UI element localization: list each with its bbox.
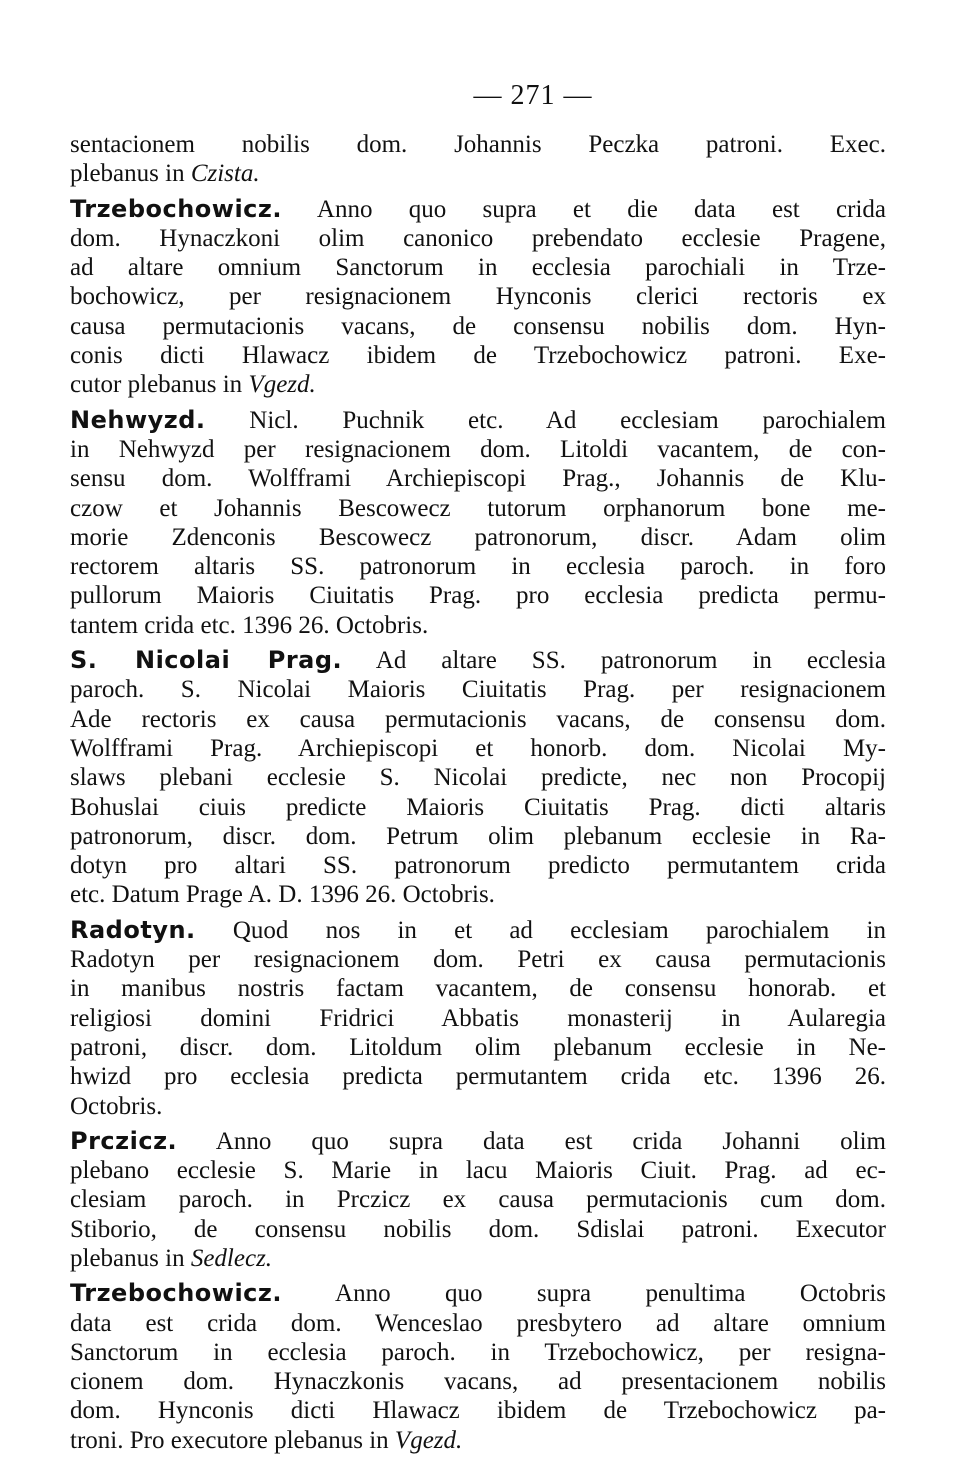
text-run: Ad altare SS. patronorum in ecclesia [342, 647, 886, 675]
text-run: Stiborio, de consensu nobilis dom. Sdislai patroni. Executor [70, 1215, 886, 1243]
text-run: dotyn pro altari SS. patronorum predicto permutantem crida [70, 852, 886, 880]
text-run: Bohuslai ciuis predicte Maioris Ciuitatis Prag. dicti altaris [70, 793, 886, 821]
text-line [70, 1309, 886, 1338]
entry-paragraph [70, 1127, 886, 1273]
text-line [70, 851, 886, 880]
entry-paragraph [70, 195, 886, 400]
text-line [70, 763, 886, 792]
text-run: in Nehwyzd per resignacionem dom. Litoldi vacantem, de con- [70, 435, 886, 463]
text-line [70, 793, 886, 822]
text-run: clesiam paroch. in Prczicz ex causa permutacionis cum dom. [70, 1186, 886, 1214]
place-name: Vgezd. [248, 371, 316, 399]
text-line [70, 974, 886, 1003]
text-run: dom. Hynaczkoni olim canonico prebendato ecclesie Pragene, [70, 224, 886, 252]
text-line [70, 916, 886, 945]
text-run: rectorem altaris SS. patronorum in ecclesia paroch. in foro [70, 553, 886, 581]
text-line [70, 341, 886, 370]
entry-heading: Trzebochowicz. [70, 1279, 282, 1308]
text-line [70, 195, 886, 224]
text-run: Quod nos in et ad ecclesiam parochialem in [195, 916, 886, 944]
entry-paragraph [70, 406, 886, 640]
text-line [70, 734, 886, 763]
text-run: patroni, discr. dom. Litoldum olim plebanum ecclesie in Ne- [70, 1033, 886, 1061]
text-run: data est crida dom. Wenceslao presbytero ad altare omnium [70, 1309, 886, 1337]
text-line [70, 1338, 886, 1367]
text-run: Nicl. Puchnik etc. Ad ecclesiam parochialem [205, 406, 886, 434]
text-line [70, 552, 886, 581]
entry-heading: S. Nicolai Prag. [70, 646, 343, 675]
entry-paragraph [70, 646, 886, 910]
text-run: causa permutacionis vacans, de consensu nobilis dom. Hyn- [70, 312, 886, 340]
text-run: in manibus nostris factam vacantem, de consensu honorab. et [70, 975, 886, 1003]
text-run: sensu dom. Wolfframi Archiepiscopi Prag., Johannis de Klu- [70, 465, 886, 493]
text-line [70, 581, 886, 610]
text-run: ad altare omnium Sanctorum in ecclesia parochiali in Trze- [70, 254, 886, 282]
text-line [70, 880, 886, 909]
text-run: morie Zdenconis Bescowecz patronorum, discr. Adam olim [70, 523, 886, 551]
text-line [70, 159, 886, 188]
text-run: Ade rectoris ex causa permutacionis vacans, de consensu dom. [70, 705, 886, 733]
text-run: tantem crida etc. 1396 26. Octobris. [70, 611, 429, 639]
text-run: Anno quo supra data est crida Johanni olim [177, 1127, 886, 1155]
text-run: dom. Hynconis dicti Hlawacz ibidem de Trzebochowicz pa- [70, 1397, 886, 1425]
text-run: Anno quo supra et die data est crida [282, 195, 886, 223]
text-run: etc. Datum Prage A. D. 1396 26. Octobris. [70, 881, 495, 909]
text-line [70, 675, 886, 704]
page-number: — 271 — [473, 80, 593, 111]
text-run: hwizd pro ecclesia predicta permutantem crida etc. 1396 26. [70, 1063, 886, 1091]
place-name: Vgezd. [394, 1426, 463, 1454]
text-run: cutor plebanus in [70, 371, 249, 399]
text-line [70, 945, 886, 974]
text-run: slaws plebani ecclesie S. Nicolai predicte, nec non Procopij [70, 764, 886, 792]
place-name: Czista. [190, 160, 260, 188]
text-line [70, 1244, 886, 1273]
entry-heading: Nehwyzd. [70, 405, 206, 434]
text-run: sentacionem nobilis dom. Johannis Peczka patroni. Exec. [70, 131, 886, 158]
text-line [70, 282, 886, 311]
text-run: troni. Pro executore plebanus in [70, 1426, 395, 1454]
text-run: czow et Johannis Bescowecz tutorum orphanorum bone me- [70, 494, 886, 522]
text-line [70, 464, 886, 493]
text-run: Octobris. [70, 1092, 163, 1120]
entry-paragraph [70, 130, 886, 189]
text-line [70, 1215, 886, 1244]
text-run: cionem dom. Hynaczkonis vacans, ad presentacionem nobilis [70, 1368, 886, 1396]
text-run: conis dicti Hlawacz ibidem de Trzebochowicz patroni. Exe- [70, 342, 886, 370]
text-run: patronorum, discr. dom. Petrum olim plebanum ecclesie in Ra- [70, 822, 886, 850]
entry-paragraph [70, 1279, 886, 1455]
text-line [70, 1367, 886, 1396]
entry-heading: Prczicz. [70, 1126, 178, 1155]
text-line [70, 224, 886, 253]
text-line [70, 822, 886, 851]
document-page [70, 78, 886, 1455]
text-line [70, 1396, 886, 1425]
text-run: religiosi domini Fridrici Abbatis monasterij in Aularegia [70, 1004, 886, 1032]
text-line [70, 1185, 886, 1214]
text-line [70, 1004, 886, 1033]
text-run: paroch. S. Nicolai Maioris Ciuitatis Prag. per resignacionem [70, 676, 886, 704]
text-line [70, 1092, 886, 1121]
text-run: plebanus in [70, 1244, 191, 1272]
place-name: Sedlecz. [190, 1244, 273, 1272]
text-run: Wolfframi Prag. Archiepiscopi et honorb. dom. Nicolai My- [70, 734, 886, 762]
text-line [70, 1062, 886, 1091]
document-body [70, 130, 886, 1455]
text-line [70, 523, 886, 552]
text-line [70, 646, 886, 675]
text-run: plebano ecclesie S. Marie in lacu Maioris Ciuit. Prag. ad ec- [70, 1157, 886, 1185]
entry-paragraph [70, 916, 886, 1121]
text-run: Anno quo supra penultima Octobris [282, 1280, 886, 1308]
text-run: Sanctorum in ecclesia paroch. in Trzebochowicz, per resigna- [70, 1338, 886, 1366]
text-run: Radotyn per resignacionem dom. Petri ex causa permutacionis [70, 946, 886, 974]
text-run: pullorum Maioris Ciuitatis Prag. pro ecclesia predicta permu- [70, 582, 886, 610]
text-line [70, 1426, 886, 1455]
text-line [70, 370, 886, 399]
text-line [70, 494, 886, 523]
text-line [70, 1279, 886, 1308]
text-line [70, 611, 886, 640]
text-line [70, 406, 886, 435]
text-run: bochowicz, per resignacionem Hynconis clerici rectoris ex [70, 283, 886, 311]
text-line [70, 130, 886, 159]
text-line [70, 705, 886, 734]
entry-heading: Trzebochowicz. [70, 194, 282, 223]
text-line [70, 1156, 886, 1185]
text-line [70, 1127, 886, 1156]
text-run: plebanus in [70, 160, 191, 188]
entry-heading: Radotyn. [70, 915, 196, 944]
text-line [70, 435, 886, 464]
text-line [70, 1033, 886, 1062]
text-line [70, 253, 886, 282]
text-line [70, 312, 886, 341]
